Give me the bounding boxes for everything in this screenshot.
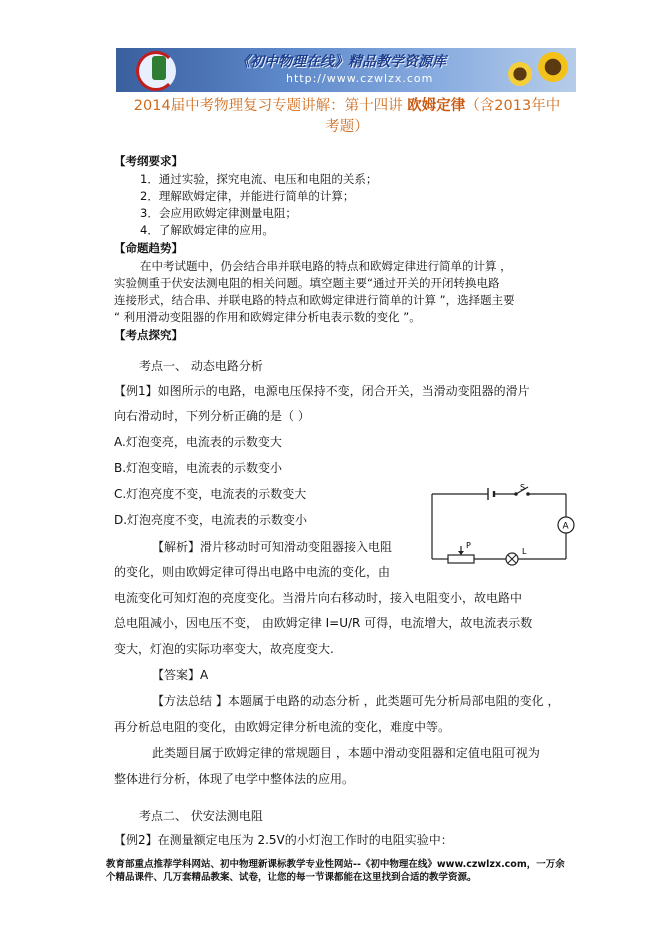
syllabus-item: 2．理解欧姆定律，并能进行简单的计算； [140, 189, 355, 203]
sunflower-icon [538, 52, 568, 82]
option-d: D.灯泡亮度不变，电流表的示数变小 [114, 513, 308, 527]
summary-line: 此类题目属于欧姆定律的常规题目 ，本题中滑动变阻器和定值电阻可视为 [152, 746, 540, 760]
trend-line: 在中考试题中，仍会结合串并联电路的特点和欧姆定律进行简单的计算 ， [140, 259, 512, 273]
point2-title: 考点二、 伏安法测电阻 [139, 809, 263, 823]
syllabus-item: 1．通过实验，探究电流、电压和电阻的关系； [140, 172, 378, 186]
footer-line: 教育部重点推荐学科网站、初中物理新课标教学专业性网站--《初中物理在线》www.czwlzx.com，一万余 [106, 859, 565, 870]
title-part-1: 2014届中考物理复习专题讲解：第十四讲 [133, 98, 408, 114]
trend-line: 连接形式，结合串、并联电路的特点和欧姆定律进行简单的计算 ”，选择题主要 [114, 293, 515, 307]
logo-flame-icon [152, 56, 166, 80]
summary-line: 【方法总结 】本题属于电路的动态分析 ，此类题可先分析局部电阻的变化 ， [152, 694, 560, 708]
sunflower-icon [508, 62, 532, 86]
page-footer [106, 858, 576, 884]
option-c: C.灯泡亮度不变，电流表的示数变大 [114, 487, 307, 501]
slider-label: P [466, 541, 471, 550]
banner-url: http://www.czwlzx.com [286, 72, 434, 85]
header-banner [116, 48, 576, 92]
banner-title: 《初中物理在线》精品教学资源库 [236, 54, 446, 70]
title-part-2: 欧姆定律 [407, 98, 466, 114]
analysis-line: 的变化，则由欧姆定律可得出电路中电流的变化，由 [114, 565, 391, 579]
summary-line: 整体进行分析，体现了电学中整体法的应用。 [114, 772, 355, 786]
syllabus-item: 3．会应用欧姆定律测量电阻； [140, 206, 297, 220]
lamp-icon [506, 553, 518, 565]
example2-line: 【例2】在测量额定电压为 2.5V的小灯泡工作时的电阻实验中： [114, 833, 453, 847]
example1-line: 向右滑动时，下列分析正确的是（ ） [114, 409, 310, 423]
switch-label: S [520, 484, 526, 492]
document-title [112, 96, 582, 138]
trend-line: 实验侧重于伏安法测电阻的相关问题。填空题主要“通过开关的开闭转换电路 [114, 276, 500, 290]
example1-line: 【例1】如图所示的电路，电源电压保持不变，闭合开关，当滑动变阻器的滑片 [114, 384, 530, 398]
analysis-line: 总电阻减小，因电压不变， 由欧姆定律 I=U/R 可得，电流增大，故电流表示数 [114, 616, 533, 630]
explore-header: 【考点探究】 [114, 328, 183, 342]
lamp-label: L [522, 547, 527, 556]
ammeter-label: A [562, 521, 569, 532]
battery-icon [488, 488, 494, 500]
answer-line: 【答案】A [152, 668, 209, 682]
trend-header: 【命题趋势】 [114, 241, 183, 255]
syllabus-header: 【考纲要求】 [114, 154, 183, 168]
title-line-2: 考题） [325, 119, 369, 135]
summary-line: 再分析总电阻的变化，由欧姆定律分析电流的变化，难度中等。 [114, 720, 451, 734]
analysis-line: 变大，灯泡的实际功率变大，故亮度变大. [114, 642, 334, 656]
circuit-diagram [428, 484, 578, 584]
syllabus-item: 4．了解欧姆定律的应用。 [140, 223, 274, 237]
trend-line: “ 利用滑动变阻器的作用和欧姆定律分析电表示数的变化 ”。 [114, 310, 421, 324]
option-a: A.灯泡变亮，电流表的示数变大 [114, 435, 282, 449]
option-b: B.灯泡变暗，电流表的示数变小 [114, 461, 283, 475]
point1-title: 考点一、 动态电路分析 [139, 359, 263, 373]
footer-line: 个精品课件、几万套精品教案、试卷，让您的每一节课都能在这里找到合适的教学资源。 [106, 872, 477, 883]
analysis-line: 电流变化可知灯泡的亮度变化。当滑片向右移动时，接入电阻变小，故电路中 [114, 591, 523, 605]
title-part-3: （含2013年中 [465, 98, 561, 114]
analysis-line: 【解析】滑片移动时可知滑动变阻器接入电阻 [152, 540, 393, 554]
